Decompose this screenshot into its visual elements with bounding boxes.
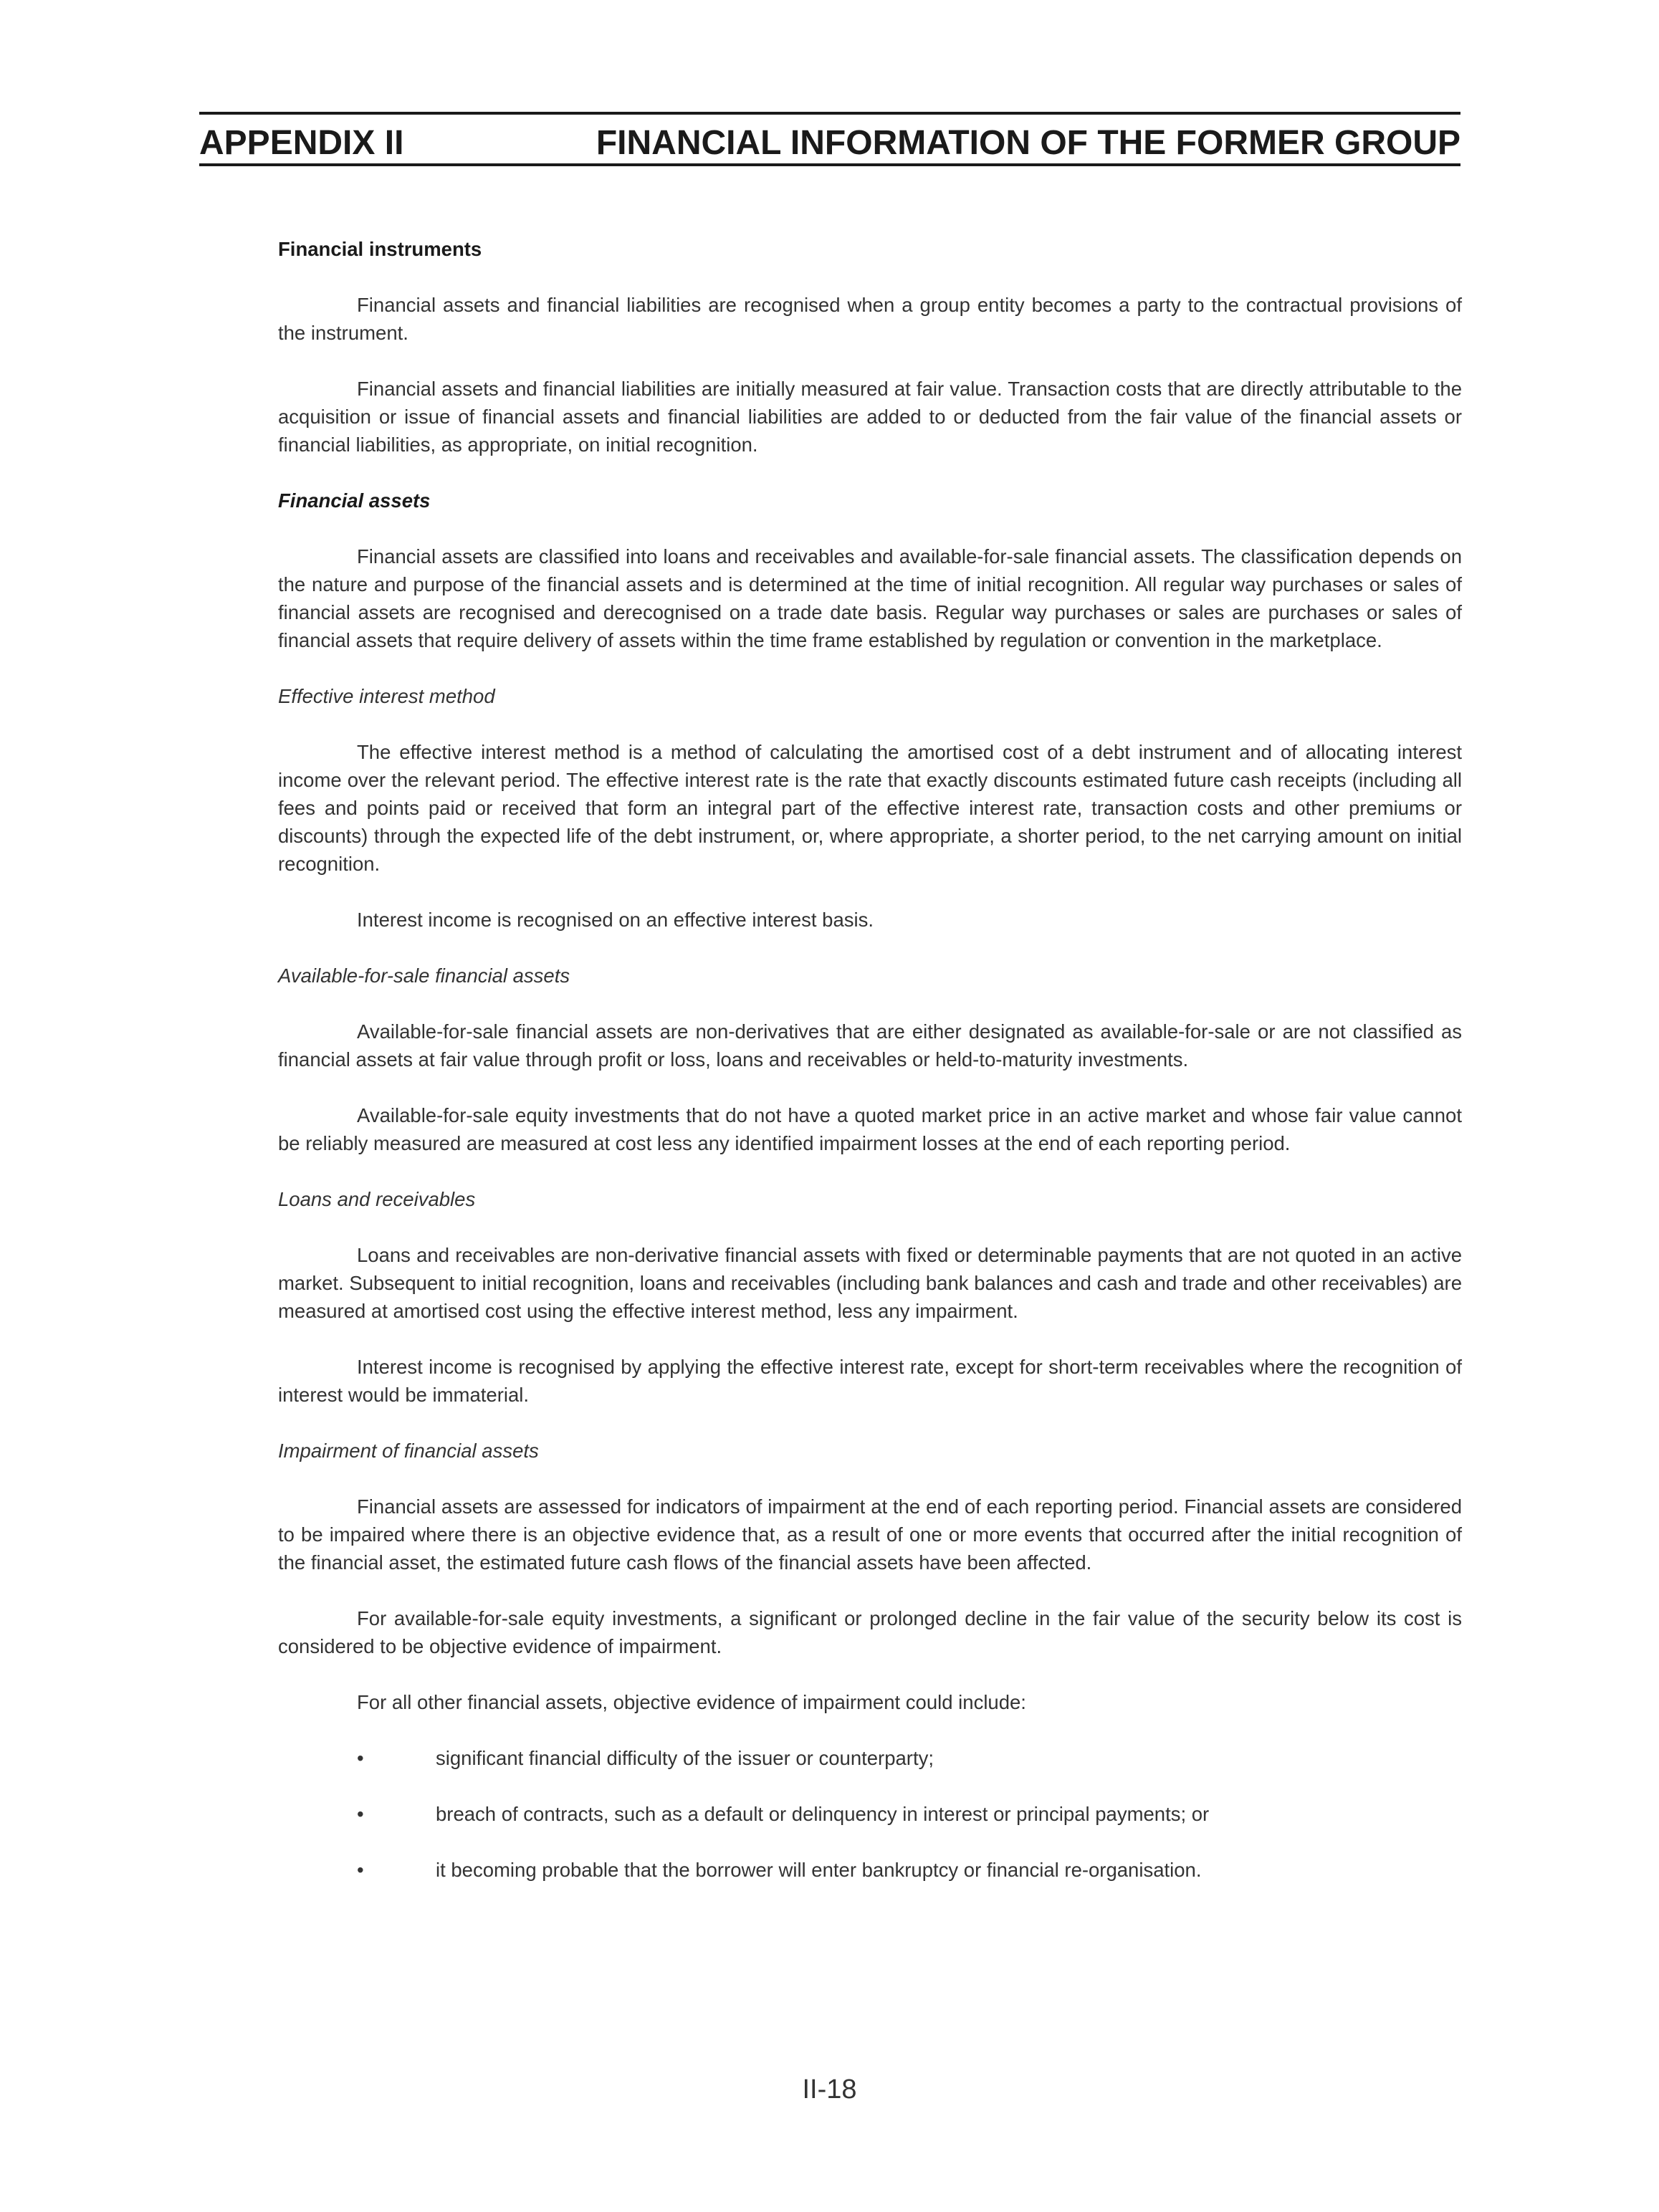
- paragraph: Available-for-sale financial assets are non-derivatives that are either designated as available-for-sale or are not classified as financial assets at fair value through profit or loss, loans and receivables or held-to-maturity investments.: [278, 1020, 1462, 1071]
- paragraph: Interest income is recognised on an effective interest basis.: [357, 909, 874, 931]
- paragraph: Financial assets are assessed for indicators of impairment at the end of each reporting period. Financial assets are considered to be impaired where there is an objective evidence that, as a result of one or more events that occurred after the initial recognition of the financial asset, the estimated future cash flows of the financial assets have been affected.: [278, 1495, 1462, 1574]
- list-item-text: significant financial difficulty of the issuer or counterparty;: [436, 1747, 934, 1769]
- heading-financial-instruments: Financial instruments: [278, 238, 482, 260]
- paragraph: For all other financial assets, objective evidence of impairment could include:: [357, 1691, 1026, 1713]
- list-item-text: it becoming probable that the borrower will enter bankruptcy or financial re-organisation.: [436, 1859, 1202, 1881]
- list-item: [278, 1744, 1462, 1772]
- heading-effective-interest-method: Effective interest method: [278, 685, 495, 707]
- paragraph: Financial assets are classified into loans and receivables and available-for-sale financial assets. The classification depends on the nature and purpose of the financial assets and is determined at the time of initial recognition. All regular way purchases or sales of financial assets are recognised and derecognised on a trade date basis. Regular way purchases or sales are purchases or sales of financial assets that require delivery of assets within the time frame established by regulation or convention in the marketplace.: [278, 545, 1462, 651]
- paragraph: Loans and receivables are non-derivative financial assets with fixed or determinable payments that are not quoted in an active market. Subsequent to initial recognition, loans and receivables (including bank balances and cash and trade and other receivables) are measured at amortised cost using the effective interest method, less any impairment.: [278, 1244, 1462, 1322]
- heading-loans-and-receivables: Loans and receivables: [278, 1188, 476, 1210]
- paragraph: Financial assets and financial liabilities are initially measured at fair value. Transaction costs that are directly attributable to the acquisition or issue of financial assets and financial liabilities are added to or deducted from the fair value of the financial assets or financial liabilities, as appropriate, on initial recognition.: [278, 378, 1462, 456]
- paragraph: Financial assets and financial liabilities are recognised when a group entity becomes a party to the contractual provisions of the instrument.: [278, 294, 1462, 344]
- header-title: FINANCIAL INFORMATION OF THE FORMER GROUP: [596, 124, 1460, 162]
- paragraph: The effective interest method is a method of calculating the amortised cost of a debt instrument and of allocating interest income over the relevant period. The effective interest rate is the rate that exactly discounts estimated future cash receipts (including all fees and points paid or received that form an integral part of the effective interest rate, transaction costs and other premiums or discounts) through the expected life of the debt instrument, or, where appropriate, a shorter period, to the net carrying amount on initial recognition.: [278, 741, 1462, 875]
- bullet-icon: •: [357, 1803, 364, 1825]
- page-header: [199, 112, 1460, 166]
- document-body: [278, 235, 1462, 1912]
- paragraph: For available-for-sale equity investments, a significant or prolonged decline in the fair value of the security below its cost is considered to be objective evidence of impairment.: [278, 1607, 1462, 1657]
- appendix-label: APPENDIX II: [199, 124, 404, 162]
- paragraph: Available-for-sale equity investments that do not have a quoted market price in an active market and whose fair value cannot be reliably measured are measured at cost less any identified impairment losses at the end of each reporting period.: [278, 1104, 1462, 1154]
- bullet-icon: •: [357, 1859, 364, 1881]
- list-item: [278, 1800, 1462, 1828]
- heading-financial-assets: Financial assets: [278, 489, 431, 512]
- list-item: [278, 1856, 1462, 1884]
- bullet-icon: •: [357, 1747, 364, 1769]
- heading-impairment: Impairment of financial assets: [278, 1440, 539, 1462]
- heading-available-for-sale: Available-for-sale financial assets: [278, 964, 570, 987]
- page-number: II-18: [802, 2074, 857, 2105]
- paragraph: Interest income is recognised by applying the effective interest rate, except for short-term receivables where the recognition of interest would be immaterial.: [278, 1356, 1462, 1406]
- list-item-text: breach of contracts, such as a default or delinquency in interest or principal payments; or: [436, 1803, 1210, 1825]
